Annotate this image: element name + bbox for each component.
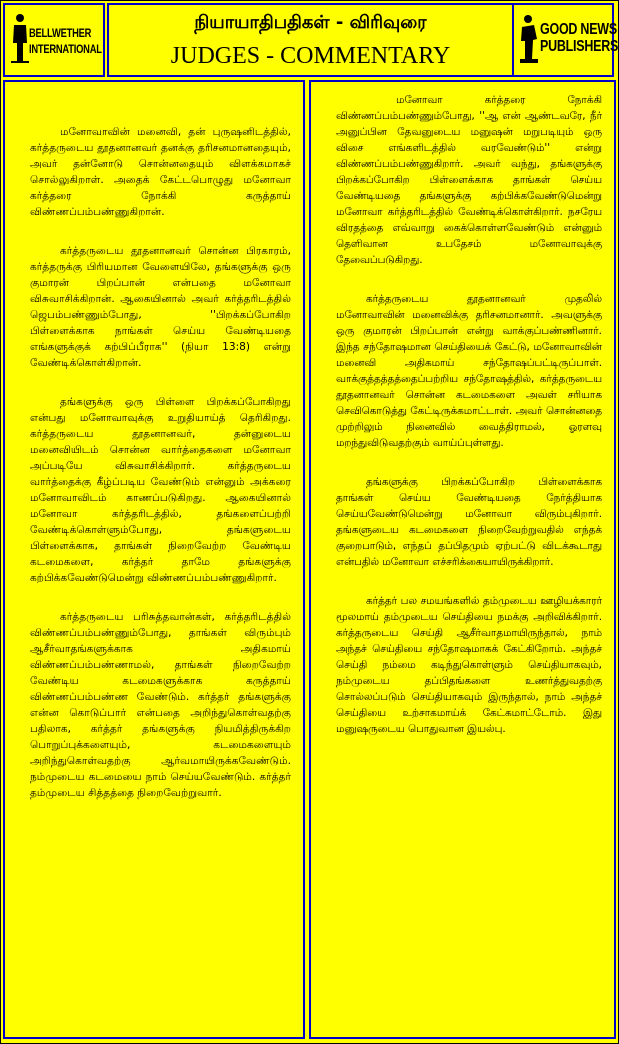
left-paragraph-4: கர்த்தருடைய பரிசுத்தவான்கள், கர்த்தரிடத்தில் விண்ணப்பம்பண்ணும்போது, தாங்கள் விரும்பும் ஆசீர்வாதங்களுக்காக அதிகமாய் விண்ணப்பம்பண்ணாமல், தாங்கள் நிறைவேற்ற வேண்டிய கடமைகளுக்காக கருத்தாய் விண்ணப்பம்பண்ண வேண்டும். கர்த்தர் தங்களுக்கு என்ன கொடுப்பார் என்பதை அறிந்துகொள்வதற்கு பதிலாக, கர்த்தர் தங்களுக்கு நியமித்திருக்கிற பொறுப்புக்களையும், கடமைகளையும் அறிந்துகொள்வதற்கு ஆர்வமாயிருக்கவேண்டும். நம்முடைய கடமையை நாம் செய்யவேண்டும். கர்த்தர் தம்முடைய சித்தத்தை நிறைவேற்றுவார். xyxy=(30,611,291,799)
title-box xyxy=(107,3,514,77)
right-column-text xyxy=(336,92,602,760)
right-paragraph-4: கர்த்தர் பல சமயங்களில் தம்முடைய ஊழியக்காரர் மூலமாய் தம்முடைய செய்தியை நமக்கு அறிவிக்கிறார். கர்த்தருடைய செய்தி ஆசீர்வாதமாயிருந்தால், நாம் அந்தச் செய்தியை சந்தோஷமாகக் கேட்கிறோம். அந்தச் செய்தி நம்மை கடிந்துகொள்ளும் செய்தியாகவும், நம்முடைய தப்பிதங்களை உணர்த்துவதற்கு சொல்லப்படும் செய்தியாகவும் இருந்தால், நாம் அந்தச் செய்தியை உற்சாகமாய்க் கேட்கமாட்டோம். இது மனுஷருடைய பொதுவான இயல்பு. xyxy=(336,595,602,735)
left-column xyxy=(3,80,305,1039)
good-news-logo-text xyxy=(540,21,618,55)
bellwether-logo-text xyxy=(29,25,102,57)
right-paragraph-3: தங்களுக்கு பிறக்கப்போகிற பிள்ளைக்காக தாங்கள் செய்ய வேண்டியதை நேர்த்தியாக செய்யவேண்டுமென்று மனோவா விரும்புகிறார். தங்களுடைய கடமைகளை நிறைவேற்றுவதில் எந்தக் குறைபாடும், எந்தப் தப்பிதமும் ஏற்பட்டு விடக்கூடாது என்பதில் மனோவா எச்சரிக்கையாயிருக்கிறார். xyxy=(336,476,602,568)
right-column xyxy=(309,80,616,1039)
right-paragraph-2: கர்த்தருடைய தூதனானவர் முதலில் மனோவாவின் மனைவிக்கு தரிசனமானார். அவளுக்கு ஒரு குமாரன் பிறப்பான் என்று வாக்குப்பண்ணினார். இந்த சந்தோஷமான செய்தியைக் கேட்டு, மனோவாவின் மனைவி அதிகமாய் சந்தோஷப்பட்டிருப்பாள். வாக்குத்தத்தத்தைப்பற்றிய சந்தோஷத்தில், கர்த்தருடைய தூதனானவர் சொன்ன கடமைகளை அவள் சரியாக செவிகொடுத்து கேட்டிருக்கமாட்டாள். அவர் சொன்னதை முற்றிலும் நினைவில் வைத்திராமல், ஓரளவு மறந்துவிடுவதற்கும் வாய்ப்புள்ளது. xyxy=(336,293,602,449)
right-paragraph-1: மனோவா கர்த்தரை நோக்கி விண்ணப்பம்பண்ணும்போது, ''ஆ என் ஆண்டவரே, நீர் அனுப்பின தேவனுடைய மனுஷன் மறுபடியும் ஒரு விசை எங்களிடத்தில் வரவேண்டும்'' என்று விண்ணப்பம்பண்ணுகிறார். அவர் வந்து, தங்களுக்கு பிறக்கப்போகிற பிள்ளைக்காக தாங்கள் செய்ய வேண்டியதை தங்களுக்கு கற்பிக்கவேண்டுமென்று மனோவா கர்த்தரிடத்தில் வேண்டிக்கொள்கிறார். நசரேய விரதத்தை எவ்வாறு கைக்கொள்ளவேண்டும் என்னும் தெளிவான உபதேசம் மனோவாவுக்கு தேவைப்படுகிறது. xyxy=(336,94,602,266)
left-column-text xyxy=(30,124,291,824)
page-title-english: JUDGES - COMMENTARY xyxy=(170,43,451,69)
left-paragraph-3: தங்களுக்கு ஒரு பிள்ளை பிறக்கப்போகிறது என்பது மனோவாவுக்கு உறுதியாய்த் தெரிகிறது. கர்த்தருடைய தூதனானவர், தன்னுடைய மனைவியிடம் சொன்ன வார்த்தைகளை மனோவா அப்படியே விசுவாசிக்கிறார். கர்த்தருடைய வார்த்தைக்கு கீழ்ப்படிய வேண்டும் என்னும் அக்கரை மனோவாவிடம் காணப்படுகிறது. ஆகையினால் மனோவா கர்த்தரிடத்தில், தங்களைப்பற்றி வேண்டிக்கொள்ளும்போது, தங்களுடைய பிள்ளைக்காக, தாங்கள் நிறைவேற்ற வேண்டிய கடமைகளை, கர்த்தர் தாமே தங்களுக்கு கற்பிக்கவேண்டுமென்று விண்ணப்பம்பண்ணுகிறார். xyxy=(30,396,291,584)
left-paragraph-2: கர்த்தருடைய தூதனானவர் சொன்ன பிரகாரம், கர்த்தருக்கு பிரியமான வேளையிலே, தங்களுக்கு ஒரு குமாரன் பிறப்பான் என்பதை மனோவா விசுவாசிக்கிறான். ஆகையினால் அவர் கர்த்தரிடத்தில் ஜெபம்பண்ணும்போது, ''பிறக்கப்போகிற பிள்ளைக்காக நாங்கள் செய்ய வேண்டியதை எங்களுக்குக் கற்பிப்பீராக'' (நியா 13:8) என்று வேண்டிக்கொள்கிறான். xyxy=(30,245,291,369)
bellwether-logo-line1: BELLWETHER xyxy=(29,26,92,40)
good-news-logo-line2: PUBLISHERS xyxy=(540,38,619,55)
bellwether-logo xyxy=(3,3,105,77)
left-paragraph-1: மனோவாவின் மனைவி, தன் புருஷனிடத்தில், கர்த்தருடைய தூதனானவர் தனக்கு தரிசனமானதையும், அவர் தன்னோடு சொன்னதையும் விளக்கமாகச் சொல்லுகிறாள். அதைக் கேட்டபொழுது மனோவா கர்த்தரை நோக்கி கருத்தாய் விண்ணப்பம்பண்ணுகிறான். xyxy=(30,126,291,218)
page-title-tamil: நியாயாதிபதிகள் - விரிவுரை xyxy=(194,12,427,33)
bellwether-logo-line2: INTERNATIONAL xyxy=(29,42,102,56)
page-header xyxy=(3,3,619,75)
bellwether-figure-icon xyxy=(11,13,29,63)
good-news-figure-icon xyxy=(520,13,538,63)
good-news-logo xyxy=(512,3,619,77)
good-news-logo-line1: GOOD NEWS xyxy=(540,21,617,38)
